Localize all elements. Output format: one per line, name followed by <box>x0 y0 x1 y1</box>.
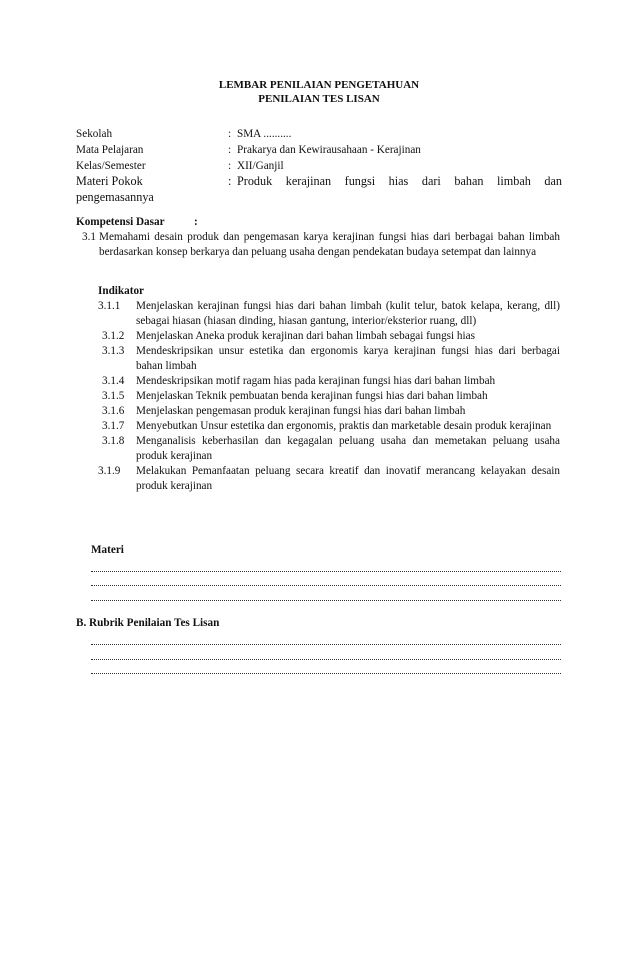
info-colon: : <box>228 174 232 188</box>
indikator-item <box>98 374 560 389</box>
info-colon: : <box>228 128 232 140</box>
indikator-number: 3.1.7 <box>102 420 125 432</box>
indikator-number: 3.1.1 <box>98 300 121 312</box>
indikator-item <box>98 299 560 329</box>
info-value: SMA .......... <box>237 128 292 140</box>
indikator-text: Menjelaskan Teknik pembuatan benda kerajinan fungsi hias dari bahan limbah <box>136 390 488 402</box>
info-label: Mata Pelajaran <box>76 144 144 156</box>
indikator-number: 3.1.8 <box>102 435 125 447</box>
info-value: Prakarya dan Kewirausahaan - Kerajinan <box>237 144 421 156</box>
indikator-number: 3.1.3 <box>102 345 125 357</box>
indikator-number: 3.1.5 <box>102 390 125 402</box>
info-label: Kelas/Semester <box>76 160 146 172</box>
info-label: Sekolah <box>76 128 113 140</box>
indikator-text: Menganalisis keberhasilan dan kegagalan peluang usaha dan memetakan peluang usaha produk kerajinan <box>136 435 560 462</box>
kompetensi-colon: : <box>194 216 198 228</box>
answer-dotted-line <box>91 672 561 674</box>
indikator-number: 3.1.9 <box>98 465 121 477</box>
indikator-number: 3.1.4 <box>102 375 125 387</box>
indikator-text: Menjelaskan pengemasan produk kerajinan fungsi hias dari bahan limbah <box>136 405 466 417</box>
indikator-item <box>98 404 560 419</box>
indikator-number: 3.1.6 <box>102 405 125 417</box>
info-value-continuation: pengemasannya <box>76 190 154 204</box>
info-colon: : <box>228 160 232 172</box>
info-colon: : <box>228 144 232 156</box>
answer-dotted-line <box>91 584 561 586</box>
answer-dotted-line <box>91 658 561 660</box>
indikator-item <box>98 434 560 464</box>
indikator-item <box>98 464 560 494</box>
indikator-number: 3.1.2 <box>102 330 125 342</box>
materi-heading: Materi <box>91 544 124 556</box>
indikator-text: Mendeskripsikan unsur estetika dan ergonomis karya kerajinan fungsi hias dari berbagai bahan limbah <box>136 345 560 372</box>
answer-dotted-line <box>91 599 561 601</box>
indikator-text: Menyebutkan Unsur estetika dan ergonomis, praktis dan marketable desain produk kerajinan <box>136 420 552 432</box>
info-value: XII/Ganjil <box>237 160 284 172</box>
rubrik-heading: B. Rubrik Penilaian Tes Lisan <box>76 617 220 629</box>
indikator-item <box>98 389 560 404</box>
answer-dotted-line <box>91 643 561 645</box>
indikator-text: Mendeskripsikan motif ragam hias pada kerajinan fungsi hias dari bahan limbah <box>136 375 496 387</box>
indikator-text: Menjelaskan Aneka produk kerajinan dari bahan limbah sebagai fungsi hias <box>136 330 475 342</box>
indikator-list <box>98 299 560 494</box>
indikator-item <box>98 329 560 344</box>
document-subtitle: PENILAIAN TES LISAN <box>258 93 380 105</box>
answer-dotted-line <box>91 570 561 572</box>
kompetensi-text: Memahami desain produk dan pengemasan karya kerajinan fungsi hias dari berbagai bahan limbah berdasarkan konsep berkarya dan peluang usaha dengan pendekatan budaya setempat dan lainnya <box>99 231 560 258</box>
indikator-item <box>98 419 560 434</box>
indikator-heading: Indikator <box>98 285 145 297</box>
indikator-item <box>98 344 560 374</box>
kompetensi-heading: Kompetensi Dasar <box>76 216 165 228</box>
indikator-text: Melakukan Pemanfaatan peluang secara kreatif dan inovatif merancang kelayakan desain produk kerajinan <box>136 465 560 492</box>
info-label: Materi Pokok <box>76 174 143 188</box>
info-value: Produk kerajinan fungsi hias dari bahan limbah dan <box>237 174 562 188</box>
document-title: LEMBAR PENILAIAN PENGETAHUAN <box>218 79 420 91</box>
indikator-text: Menjelaskan kerajinan fungsi hias dari bahan limbah (kulit telur, batok kelapa, kerang, dll) sebagai hiasan (hiasan dinding, hiasan gantung, interior/eksterior ruang, dll) <box>136 300 560 327</box>
kompetensi-dasar <box>82 230 560 260</box>
kompetensi-number: 3.1 <box>82 231 96 243</box>
